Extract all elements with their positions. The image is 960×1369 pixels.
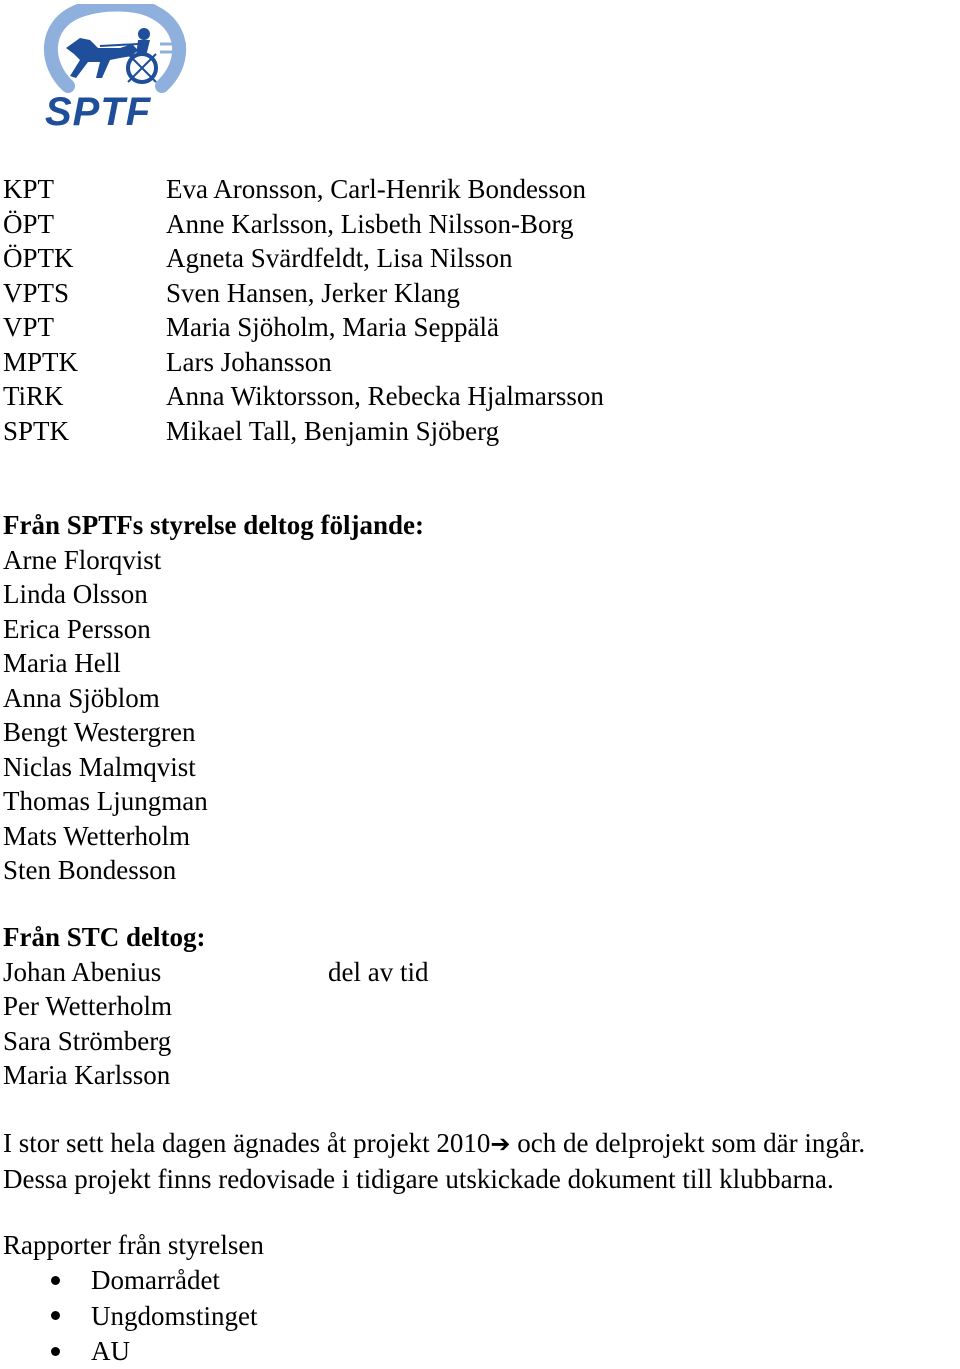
- board-member: Niclas Malmqvist: [3, 750, 424, 785]
- reports-heading: Rapporter från styrelsen: [3, 1228, 264, 1263]
- club-code: TiRK: [3, 379, 166, 414]
- club-row: [3, 414, 604, 449]
- stc-heading: Från STC deltog:: [3, 920, 428, 955]
- reports-section: [3, 1228, 264, 1369]
- club-row: [3, 276, 604, 311]
- bullet-icon: [51, 1276, 60, 1285]
- club-row: [3, 345, 604, 380]
- board-member: Mats Wetterholm: [3, 819, 424, 854]
- club-members: Anna Wiktorsson, Rebecka Hjalmarsson: [166, 379, 604, 414]
- club-code: ÖPTK: [3, 241, 166, 276]
- stc-member: Maria Karlsson: [3, 1058, 328, 1093]
- report-item: AU: [91, 1334, 130, 1369]
- club-row: [3, 207, 604, 242]
- stc-row: [3, 955, 428, 990]
- board-member: Anna Sjöblom: [3, 681, 424, 716]
- summary-paragraph: [3, 1126, 865, 1196]
- board-member: Thomas Ljungman: [3, 784, 424, 819]
- club-members: Eva Aronsson, Carl-Henrik Bondesson: [166, 172, 586, 207]
- board-section: [3, 508, 424, 888]
- stc-member: Sara Strömberg: [3, 1024, 328, 1059]
- bullet-icon: [51, 1311, 60, 1320]
- list-item: [3, 1263, 264, 1299]
- summary-line-1: [3, 1126, 865, 1162]
- club-list: [3, 172, 604, 448]
- report-item: Domarrådet: [91, 1263, 220, 1298]
- board-member: Maria Hell: [3, 646, 424, 681]
- board-member: Linda Olsson: [3, 577, 424, 612]
- summary-line-2: Dessa projekt finns redovisade i tidigare utskickade dokument till klubbarna.: [3, 1162, 865, 1197]
- club-members: Lars Johansson: [166, 345, 332, 380]
- stc-member: Per Wetterholm: [3, 989, 328, 1024]
- reports-list: [3, 1263, 264, 1369]
- report-item: Ungdomstinget: [91, 1299, 258, 1334]
- club-members: Agneta Svärdfeldt, Lisa Nilsson: [166, 241, 512, 276]
- stc-note: del av tid: [328, 955, 428, 990]
- club-code: MPTK: [3, 345, 166, 380]
- club-code: KPT: [3, 172, 166, 207]
- club-code: VPTS: [3, 276, 166, 311]
- board-member: Sten Bondesson: [3, 853, 424, 888]
- list-item: [3, 1334, 264, 1369]
- club-row: [3, 379, 604, 414]
- board-member: Bengt Westergren: [3, 715, 424, 750]
- board-heading: Från SPTFs styrelse deltog följande:: [3, 508, 424, 543]
- logo-text: SPTF: [45, 92, 185, 132]
- club-code: ÖPT: [3, 207, 166, 242]
- list-item: [3, 1298, 264, 1334]
- club-row: [3, 241, 604, 276]
- stc-section: [3, 920, 428, 1093]
- bullet-icon: [51, 1347, 60, 1356]
- stc-row: [3, 1024, 428, 1059]
- board-member: Arne Florqvist: [3, 543, 424, 578]
- arrow-right-icon: ➔: [490, 1130, 510, 1158]
- horseshoe-trotter-icon: [40, 4, 190, 96]
- club-members: Anne Karlsson, Lisbeth Nilsson-Borg: [166, 207, 573, 242]
- summary-text: I stor sett hela dagen ägnades åt projekt 2010: [3, 1128, 490, 1158]
- stc-row: [3, 989, 428, 1024]
- club-members: Maria Sjöholm, Maria Seppälä: [166, 310, 499, 345]
- club-members: Mikael Tall, Benjamin Sjöberg: [166, 414, 499, 449]
- stc-row: [3, 1058, 428, 1093]
- club-row: [3, 172, 604, 207]
- board-member: Erica Persson: [3, 612, 424, 647]
- club-code: VPT: [3, 310, 166, 345]
- club-code: SPTK: [3, 414, 166, 449]
- summary-text: och de delprojekt som där ingår.: [510, 1128, 865, 1158]
- club-row: [3, 310, 604, 345]
- club-members: Sven Hansen, Jerker Klang: [166, 276, 460, 311]
- sptf-logo: [40, 4, 190, 128]
- stc-member: Johan Abenius: [3, 955, 328, 990]
